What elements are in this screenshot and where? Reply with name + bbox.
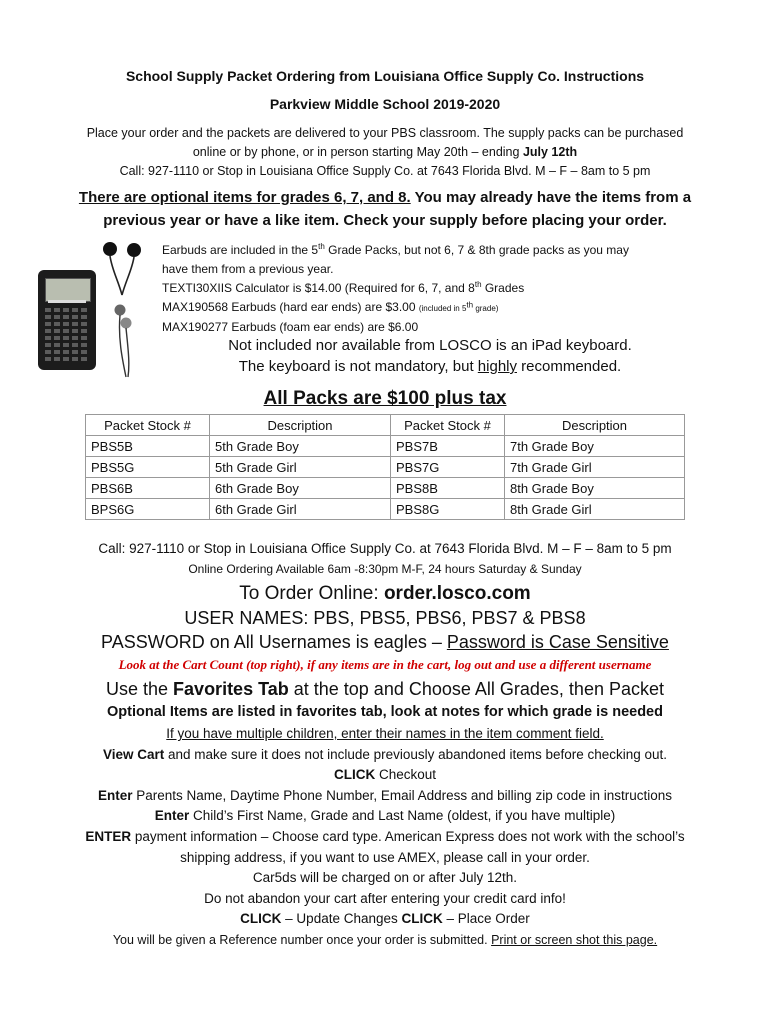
cell: 7th Grade Boy xyxy=(505,436,685,457)
payment-step-2: shipping address, if you want to use AMEX, please call in your order. xyxy=(180,849,590,865)
school-year-heading: Parkview Middle School 2019-2020 xyxy=(269,96,501,112)
cell: PBS6B xyxy=(86,478,210,499)
earbuds-note-b: Grade Packs, but not 6, 7 & 8th grade packs as you may xyxy=(324,243,629,257)
password-text: PASSWORD on All Usernames is eagles – xyxy=(101,632,447,652)
payment-text: payment information – Choose card type. American Express does not work with the school’s xyxy=(131,828,685,844)
intro-dates: online or by phone, or in person starting May 20th – ending xyxy=(192,145,523,159)
end-date: July 12th xyxy=(522,145,578,159)
cell: 7th Grade Girl xyxy=(505,457,685,478)
optional-items-note: Optional Items are listed in favorites tab, look at notes for which grade is needed xyxy=(107,704,663,720)
included-grade: grade) xyxy=(473,304,499,313)
update-place-step xyxy=(0,909,770,930)
optional-items-notice xyxy=(0,186,770,232)
packs-table-header xyxy=(86,415,685,436)
table-row xyxy=(86,499,685,520)
earbud-left xyxy=(103,242,117,256)
ipad-line-1: Not included nor available from LOSCO is an iPad keyboard. xyxy=(228,337,632,354)
earbud-left xyxy=(115,305,126,316)
cell: 5th Grade Girl xyxy=(210,457,391,478)
place-order-text: – Place Order xyxy=(442,911,530,927)
click-label: CLICK xyxy=(333,767,376,783)
table-row xyxy=(86,478,685,499)
intro-paragraph xyxy=(0,124,770,181)
table-row xyxy=(86,457,685,478)
reference-text: You will be given a Reference number once your order is submitted. xyxy=(112,932,492,947)
password-info xyxy=(0,632,770,653)
ipad-line-2-b: recommended. xyxy=(517,358,622,375)
document-title: School Supply Packet Ordering from Louisiana Office Supply Co. Instructions xyxy=(125,68,645,84)
checkout-steps xyxy=(0,724,770,951)
calculator-screen xyxy=(45,278,91,302)
cell: PBS7B xyxy=(391,436,505,457)
cell: PBS5B xyxy=(86,436,210,457)
packs-table xyxy=(85,414,685,520)
favorites-tab: Favorites Tab xyxy=(173,679,289,699)
earbuds-note-a: Earbuds are included in the 5 xyxy=(162,243,319,257)
reference-note xyxy=(0,930,770,951)
cell: 6th Grade Girl xyxy=(210,499,391,520)
cell: 8th Grade Girl xyxy=(505,499,685,520)
case-sensitive-note: Password is Case Sensitive xyxy=(446,632,669,652)
packs-price-heading: All Packs are $100 plus tax xyxy=(263,388,507,409)
optional-line-1-rest: You may already have the items from a xyxy=(410,189,692,206)
cell: PBS5G xyxy=(86,457,210,478)
calculator-note xyxy=(162,279,722,298)
optional-line-2: previous year or have a like item. Check your supply before placing your order. xyxy=(103,212,667,229)
hard-earbuds-included xyxy=(418,300,499,313)
view-cart-label: View Cart xyxy=(102,746,165,762)
table-row xyxy=(86,436,685,457)
earbuds-note xyxy=(162,241,722,260)
earbuds-note-sup: th xyxy=(318,242,325,251)
click-label: CLICK xyxy=(401,911,443,927)
foam-earbuds-note: MAX190277 Earbuds (foam ear ends) are $6.00 xyxy=(162,320,419,334)
cell: 8th Grade Boy xyxy=(505,478,685,499)
cell: BPS6G xyxy=(86,499,210,520)
earbud-right xyxy=(127,243,141,257)
cell: PBS8G xyxy=(391,499,505,520)
payment-step xyxy=(0,827,770,848)
hard-earbuds-price: MAX190568 Earbuds (hard ear ends) are $3.00 xyxy=(162,300,419,314)
ipad-line-2 xyxy=(0,356,770,377)
earbud-cable xyxy=(110,256,134,295)
cart-warning: Look at the Cart Count (top right), if any items are in the cart, log out and use a different username xyxy=(118,657,652,672)
calculator-brand-strip xyxy=(48,300,86,303)
view-cart-text: and make sure it does not include previously abandoned items before checking out. xyxy=(164,746,668,762)
multiple-children-step: If you have multiple children, enter their names in the item comment field. xyxy=(166,726,604,741)
click-label: CLICK xyxy=(240,911,282,927)
favorites-instruction xyxy=(0,679,770,700)
intro-line-3: Call: 927-1110 or Stop in Louisiana Office Supply Co. at 7643 Florida Blvd. M – F – 8am to 5 pm xyxy=(119,164,651,178)
ipad-highly: highly xyxy=(477,358,517,375)
parent-info-text: Parents Name, Daytime Phone Number, Email Address and billing zip code in instructions xyxy=(132,787,673,803)
cell: 6th Grade Boy xyxy=(210,478,391,499)
earbuds-hard-image xyxy=(98,240,158,300)
included-sup: th xyxy=(466,300,474,310)
favorites-c: at the top and Choose All Grades, then Packet xyxy=(288,679,664,699)
checkout-step xyxy=(0,765,770,786)
header-desc-1: Description xyxy=(210,415,391,436)
calculator-note-b: Grades xyxy=(481,281,525,295)
order-website-link[interactable]: order.losco.com xyxy=(383,583,531,604)
view-cart-step xyxy=(0,745,770,766)
child-info-step xyxy=(0,806,770,827)
header-stock-1: Packet Stock # xyxy=(86,415,210,436)
child-info-text: Child’s First Name, Grade and Last Name (oldest, if you have multiple) xyxy=(189,808,616,824)
ipad-line-2-a: The keyboard is not mandatory, but xyxy=(238,358,478,375)
intro-line-1: Place your order and the packets are delivered to your PBS classroom. The supply packs can be purchased xyxy=(86,126,684,140)
header-desc-2: Description xyxy=(505,415,685,436)
favorites-a: Use the xyxy=(106,679,174,699)
optional-grades: There are optional items for grades 6, 7, and 8. xyxy=(78,189,411,206)
to-order-online xyxy=(0,583,770,605)
usernames: USER NAMES: PBS, PBS5, PBS6, PBS7 & PBS8 xyxy=(184,608,586,628)
charge-date-note: Car5ds will be charged on or after July 12th. xyxy=(252,870,518,886)
supply-notes xyxy=(162,241,722,337)
included-text: (included in 5 xyxy=(418,304,467,313)
ipad-keyboard-note xyxy=(0,335,770,377)
call-info: Call: 927-1110 or Stop in Louisiana Office Supply Co. at 7643 Florida Blvd. M – F – 8am to 5 pm xyxy=(98,541,672,556)
cell: 5th Grade Boy xyxy=(210,436,391,457)
cell: PBS7G xyxy=(391,457,505,478)
parent-info-step xyxy=(0,786,770,807)
abandon-warning: Do not abandon your cart after entering your credit card info! xyxy=(204,890,566,906)
intro-line-2 xyxy=(0,143,770,162)
optional-line-1 xyxy=(0,186,770,209)
earbud-right xyxy=(121,318,132,329)
print-note: Print or screen shot this page. xyxy=(491,932,658,947)
calculator-note-a: TEXTI30XIIS Calculator is $14.00 (Required for 6, 7, and 8 xyxy=(162,281,475,295)
hard-earbuds-note xyxy=(162,298,722,318)
update-changes-text: – Update Changes xyxy=(281,911,402,927)
earbuds-note-2: have them from a previous year. xyxy=(162,262,334,276)
cell: PBS8B xyxy=(391,478,505,499)
enter-label: Enter xyxy=(154,808,190,824)
online-hours: Online Ordering Available 6am -8:30pm M-F, 24 hours Saturday & Sunday xyxy=(188,562,582,576)
enter-label: Enter xyxy=(97,787,133,803)
calculator-note-sup: th xyxy=(474,280,482,289)
header-stock-2: Packet Stock # xyxy=(391,415,505,436)
enter-label: ENTER xyxy=(85,828,132,844)
checkout-text: Checkout xyxy=(375,767,437,783)
to-order-label: To Order Online: xyxy=(239,583,384,604)
